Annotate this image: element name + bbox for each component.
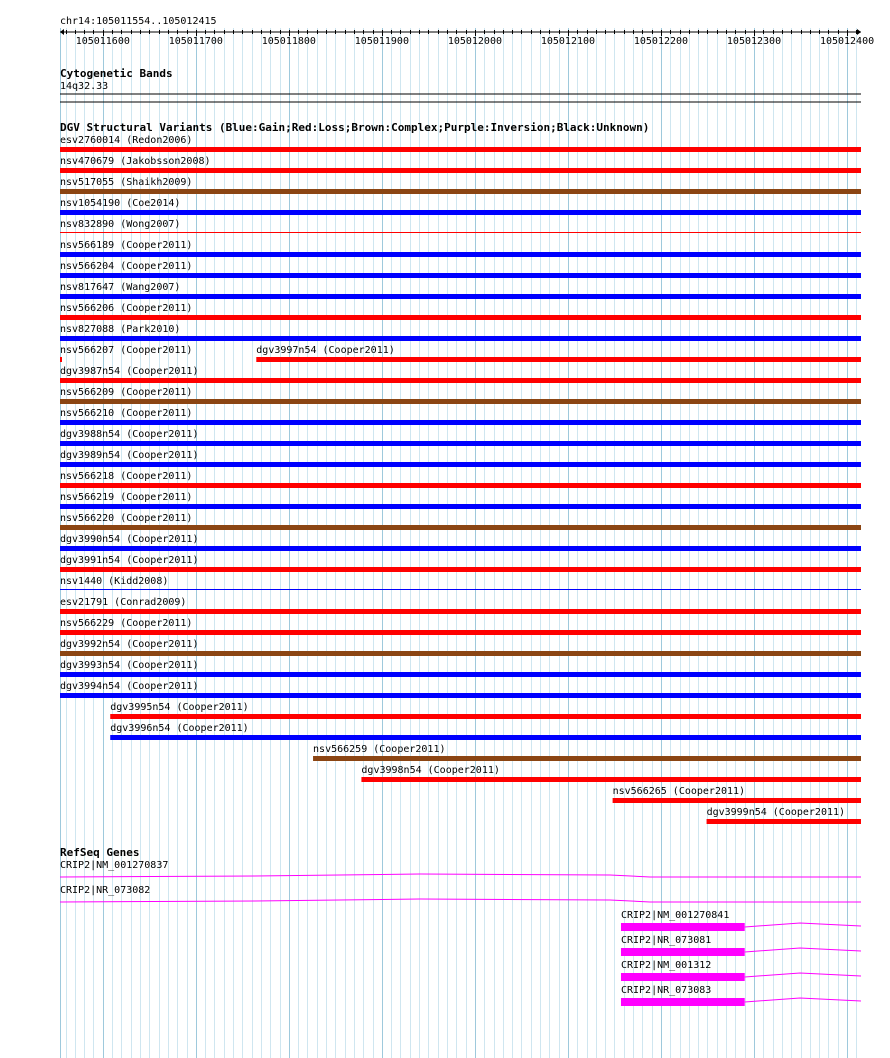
- dgv-variant-row[interactable]: [60, 681, 861, 698]
- ruler-right-arrow-icon: [857, 29, 861, 35]
- dgv-variant-row[interactable]: [60, 135, 861, 152]
- dgv-variant-label: dgv3988n54 (Cooper2011): [60, 429, 199, 440]
- dgv-variant-row[interactable]: [361, 765, 861, 782]
- dgv-variant-row[interactable]: [60, 261, 861, 278]
- dgv-variant-row[interactable]: [110, 723, 861, 740]
- dgv-variant-row[interactable]: [60, 156, 861, 173]
- dgv-variant-label: nsv566210 (Cooper2011): [60, 408, 193, 419]
- dgv-variant-bar[interactable]: [60, 232, 861, 233]
- refseq-intron-line: [745, 998, 861, 1002]
- refseq-gene-rows: [60, 860, 861, 1006]
- dgv-variant-bar[interactable]: [60, 525, 861, 530]
- dgv-variant-label: dgv3987n54 (Cooper2011): [60, 366, 199, 377]
- cytogenetic-bands-track[interactable]: [60, 67, 861, 102]
- refseq-gene-row[interactable]: [621, 960, 861, 981]
- dgv-variant-row[interactable]: [60, 345, 861, 362]
- coordinate-ruler: [60, 16, 874, 47]
- ruler-tick-label: 105011800: [261, 36, 316, 47]
- dgv-variant-bar[interactable]: [707, 819, 861, 824]
- dgv-variant-label: nsv1054190 (Coe2014): [60, 198, 181, 209]
- ruler-tick-label: 105012000: [447, 36, 503, 47]
- dgv-variant-label: nsv566189 (Cooper2011): [60, 240, 193, 251]
- dgv-variant-row[interactable]: [60, 597, 861, 614]
- dgv-variant-bar[interactable]: [60, 609, 861, 614]
- dgv-variant-row[interactable]: [60, 198, 861, 215]
- dgv-variant-row[interactable]: [60, 219, 861, 233]
- dgv-variant-label: nsv566207 (Cooper2011): [60, 345, 193, 356]
- dgv-variant-bar[interactable]: [60, 589, 861, 590]
- dgv-variant-label: nsv566259 (Cooper2011): [313, 744, 446, 755]
- dgv-variant-label: nsv1440 (Kidd2008): [60, 576, 169, 587]
- dgv-variant-label: nsv832890 (Wong2007): [60, 219, 181, 230]
- dgv-variant-label: nsv566206 (Cooper2011): [60, 303, 193, 314]
- ruler-tick-label: 105012200: [633, 36, 689, 47]
- dgv-variant-row[interactable]: [60, 471, 861, 488]
- dgv-variant-row[interactable]: [60, 492, 861, 509]
- dgv-variant-row[interactable]: [60, 240, 861, 257]
- ruler-location-label: chr14:105011554..105012415: [60, 16, 217, 27]
- dgv-variant-label: dgv3989n54 (Cooper2011): [60, 450, 199, 461]
- cytobands-track-title: Cytogenetic Bands: [60, 67, 173, 80]
- dgv-variant-row[interactable]: [60, 303, 861, 320]
- dgv-variant-bar[interactable]: [60, 378, 861, 383]
- dgv-variant-bar[interactable]: [60, 441, 861, 446]
- dgv-variant-label: nsv566218 (Cooper2011): [60, 471, 193, 482]
- dgv-variant-row[interactable]: [60, 177, 861, 194]
- refseq-exon-block[interactable]: [621, 998, 745, 1006]
- dgv-variant-bar[interactable]: [256, 357, 861, 362]
- refseq-exon-block[interactable]: [621, 948, 745, 956]
- dgv-variant-label: dgv3998n54 (Cooper2011): [361, 765, 500, 776]
- dgv-variant-row[interactable]: [60, 408, 861, 425]
- dgv-variant-label: dgv3996n54 (Cooper2011): [110, 723, 249, 734]
- dgv-variant-label: dgv3993n54 (Cooper2011): [60, 660, 199, 671]
- ruler-tick-label: 105011600: [75, 36, 130, 47]
- dgv-variant-row[interactable]: [60, 660, 861, 677]
- dgv-variant-bar[interactable]: [60, 336, 861, 341]
- dgv-variant-row[interactable]: [613, 786, 861, 803]
- refseq-gene-row[interactable]: [621, 935, 861, 956]
- dgv-variant-row[interactable]: [60, 618, 861, 635]
- ruler-tick-label: 105012100: [540, 36, 596, 47]
- dgv-variant-row[interactable]: [60, 387, 861, 404]
- dgv-variant-bar[interactable]: [60, 168, 861, 173]
- dgv-variant-label: nsv566209 (Cooper2011): [60, 387, 193, 398]
- dgv-variant-bar[interactable]: [110, 735, 861, 740]
- refseq-intron-line: [745, 948, 861, 952]
- refseq-intron-line: [60, 874, 861, 877]
- ruler-tick-label: 105011900: [354, 36, 409, 47]
- dgv-variant-bar[interactable]: [60, 315, 861, 320]
- dgv-variant-bar[interactable]: [60, 357, 62, 362]
- dgv-variant-label: nsv566265 (Cooper2011): [612, 786, 746, 797]
- dgv-variant-bar[interactable]: [60, 294, 861, 299]
- dgv-variant-row[interactable]: [60, 534, 861, 551]
- refseq-gene-row[interactable]: [621, 985, 861, 1006]
- dgv-variant-row[interactable]: [707, 807, 861, 824]
- dgv-variant-label: nsv827088 (Park2010): [60, 324, 181, 335]
- dgv-variant-bar[interactable]: [361, 777, 861, 782]
- dgv-variant-row[interactable]: [60, 555, 861, 572]
- refseq-intron-line: [745, 973, 861, 977]
- dgv-variant-label: nsv566220 (Cooper2011): [60, 513, 193, 524]
- dgv-variant-bar[interactable]: [60, 420, 861, 425]
- dgv-variant-bar[interactable]: [313, 756, 861, 761]
- dgv-variant-bar[interactable]: [60, 252, 861, 257]
- dgv-variant-label: nsv566204 (Cooper2011): [60, 261, 193, 272]
- refseq-gene-label: CRIP2|NM_001312: [620, 960, 712, 971]
- cytoband-label: 14q32.33: [60, 81, 109, 92]
- dgv-variant-bar[interactable]: [60, 630, 861, 635]
- refseq-gene-label: CRIP2|NM_001270841: [620, 910, 730, 921]
- refseq-genes-track[interactable]: [60, 846, 861, 1006]
- dgv-variant-bar[interactable]: [60, 273, 861, 278]
- dgv-structural-variants-track[interactable]: [60, 121, 861, 824]
- dgv-variant-row[interactable]: [60, 366, 861, 383]
- dgv-variant-bar[interactable]: [60, 462, 861, 467]
- dgv-variant-row[interactable]: [60, 576, 861, 590]
- dgv-variant-label: esv21791 (Conrad2009): [60, 597, 187, 608]
- dgv-variant-bar[interactable]: [60, 399, 861, 404]
- refseq-exon-block[interactable]: [621, 923, 745, 931]
- dgv-variant-label: dgv3992n54 (Cooper2011): [60, 639, 199, 650]
- refseq-gene-label: CRIP2|NR_073082: [60, 885, 151, 896]
- dgv-variant-bar[interactable]: [613, 798, 861, 803]
- refseq-gene-label: CRIP2|NR_073083: [620, 985, 712, 996]
- dgv-variant-bar[interactable]: [60, 189, 861, 194]
- dgv-variant-label: dgv3990n54 (Cooper2011): [60, 534, 199, 545]
- refseq-exon-block[interactable]: [621, 973, 745, 981]
- dgv-variant-bar[interactable]: [60, 651, 861, 656]
- dgv-variant-bar[interactable]: [60, 567, 861, 572]
- dgv-variant-label: dgv3999n54 (Cooper2011): [706, 807, 846, 818]
- dgv-variant-bar[interactable]: [60, 693, 861, 698]
- dgv-variant-row[interactable]: [60, 639, 861, 656]
- dgv-track-title: DGV Structural Variants (Blue:Gain;Red:Loss;Brown:Complex;Purple:Inversion;Black:Unknown): [60, 121, 650, 134]
- ruler-tick-label: 105012300: [726, 36, 782, 47]
- dgv-variant-row[interactable]: [60, 324, 861, 341]
- refseq-gene-label: CRIP2|NR_073081: [620, 935, 712, 946]
- dgv-variant-bar[interactable]: [60, 546, 861, 551]
- dgv-variant-row[interactable]: [60, 282, 861, 299]
- dgv-variant-label: dgv3995n54 (Cooper2011): [110, 702, 249, 713]
- dgv-variant-label: nsv566219 (Cooper2011): [60, 492, 193, 503]
- dgv-variant-label: nsv470679 (Jakobsson2008): [60, 156, 211, 167]
- dgv-variant-bar[interactable]: [60, 483, 861, 488]
- dgv-variant-bar[interactable]: [110, 714, 861, 719]
- refseq-gene-row[interactable]: [60, 860, 861, 877]
- dgv-variant-label: dgv3991n54 (Cooper2011): [60, 555, 199, 566]
- refseq-gene-row[interactable]: [621, 910, 861, 931]
- dgv-variant-rows: [60, 135, 861, 824]
- dgv-variant-bar[interactable]: [60, 210, 861, 215]
- dgv-variant-label: nsv817647 (Wang2007): [60, 282, 181, 293]
- ruler-ticks: [67, 30, 875, 47]
- dgv-variant-label: nsv566229 (Cooper2011): [60, 618, 193, 629]
- refseq-track-title: RefSeq Genes: [60, 846, 140, 859]
- dgv-variant-label: esv2760014 (Redon2006): [60, 135, 193, 146]
- ruler-tick-label: 105012400: [819, 36, 875, 47]
- dgv-variant-row[interactable]: [60, 513, 861, 530]
- dgv-variant-row[interactable]: [60, 450, 861, 467]
- dgv-variant-row[interactable]: [60, 429, 861, 446]
- refseq-intron-line: [60, 899, 861, 902]
- dgv-variant-label: dgv3994n54 (Cooper2011): [60, 681, 199, 692]
- refseq-gene-label: CRIP2|NM_001270837: [60, 860, 169, 871]
- dgv-variant-bar[interactable]: [60, 147, 861, 152]
- ruler-tick-label: 105011700: [168, 36, 223, 47]
- dgv-variant-bar[interactable]: [60, 504, 861, 509]
- refseq-gene-row[interactable]: [60, 885, 861, 902]
- dgv-variant-row[interactable]: [110, 702, 861, 719]
- dgv-variant-label: dgv3997n54 (Cooper2011): [256, 345, 395, 356]
- dgv-variant-label: nsv517055 (Shaikh2009): [60, 177, 193, 188]
- refseq-intron-line: [745, 923, 861, 927]
- dgv-variant-bar[interactable]: [60, 672, 861, 677]
